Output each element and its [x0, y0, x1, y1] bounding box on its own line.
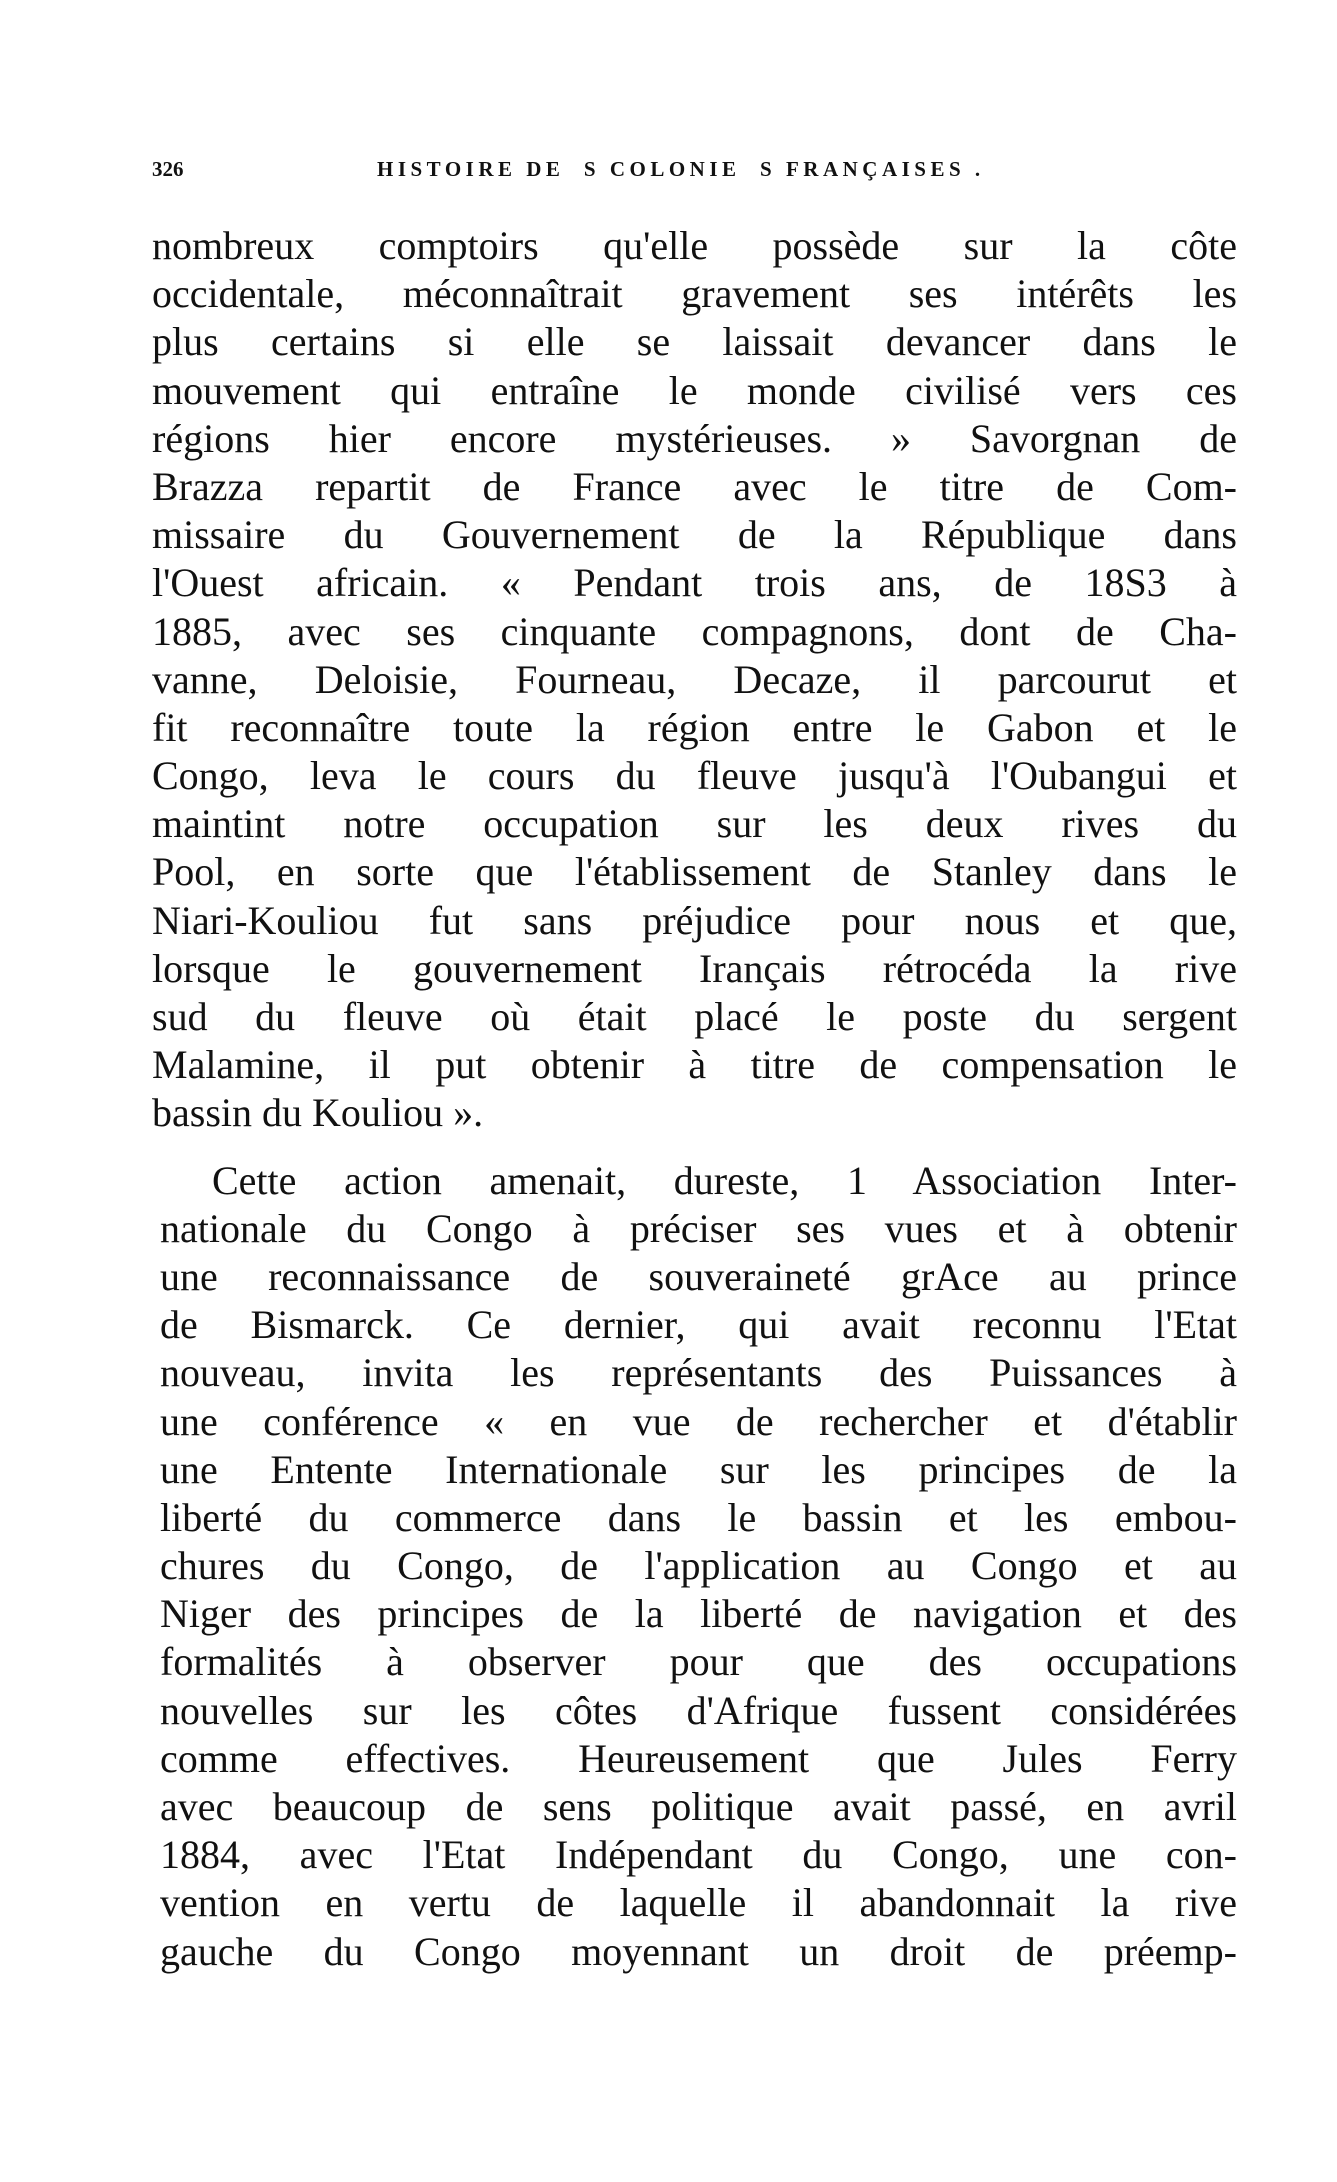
text-line: liberté du commerce dans le bassin et les embou-	[160, 1494, 1237, 1540]
text-line: une conférence « en vue de rechercher et d'établir	[160, 1398, 1237, 1444]
text-line: mouvement qui entraîne le monde civilisé vers ces	[152, 367, 1237, 413]
text-line: Niger des principes de la liberté de navigation et des	[160, 1591, 1237, 1637]
text-line: Cette action amenait, dureste, 1 Association Inter-	[212, 1157, 1237, 1203]
text-line: occidentale, méconnaîtrait gravement ses intérêts les	[152, 271, 1237, 317]
text-line: Pool, en sorte que l'établissement de Stanley dans le	[152, 849, 1237, 895]
text-line: lorsque le gouvernement Irançais rétrocéda la rive	[152, 945, 1237, 991]
text-line: Malamine, il put obtenir à titre de compensation le	[152, 1042, 1237, 1088]
paragraph-gap	[152, 1138, 1237, 1157]
page-number: 326	[152, 157, 184, 181]
text-line: vanne, Deloisie, Fourneau, Decaze, il parcourut et	[152, 656, 1237, 702]
text-line: missaire du Gouvernement de la République dans	[152, 512, 1237, 558]
text-line: sud du fleuve où était placé le poste du sergent	[152, 994, 1237, 1039]
text-line: l'Ouest africain. « Pendant trois ans, de 18S3 à	[152, 560, 1237, 606]
text-line: nouveau, invita les représentants des Puissances à	[160, 1350, 1237, 1396]
text-line: bassin du Kouliou ».	[152, 1090, 484, 1136]
text-line: Brazza repartit de France avec le titre de Com-	[152, 463, 1237, 509]
text-line: 1885, avec ses cinquante compagnons, dont de Cha-	[152, 608, 1237, 654]
paragraph-2	[152, 1157, 1237, 1976]
text-line: nationale du Congo à préciser ses vues et à obtenir	[160, 1205, 1237, 1251]
running-head	[152, 153, 1257, 193]
text-line: avec beaucoup de sens politique avait passé, en avril	[160, 1784, 1237, 1829]
text-line: chures du Congo, de l'application au Congo et au	[160, 1543, 1237, 1589]
text-line: 1884, avec l'Etat Indépendant du Congo, une con-	[160, 1832, 1237, 1878]
text-line: de Bismarck. Ce dernier, qui avait reconnu l'Etat	[160, 1302, 1237, 1348]
body-text	[152, 222, 1237, 1976]
text-line: nombreux comptoirs qu'elle possède sur la côte	[152, 223, 1237, 268]
text-line: Niari-Kouliou fut sans préjudice pour nous et que,	[152, 897, 1237, 943]
running-head-title: HISTOIRE DE S COLONIE S FRANÇAISES .	[377, 157, 985, 181]
text-line: nouvelles sur les côtes d'Afrique fussent considérées	[160, 1687, 1237, 1733]
text-line: plus certains si elle se laissait devancer dans le	[152, 319, 1237, 365]
text-line: formalités à observer pour que des occupations	[160, 1639, 1237, 1685]
text-line: maintint notre occupation sur les deux rives du	[152, 801, 1237, 847]
text-line: régions hier encore mystérieuses. » Savorgnan de	[152, 415, 1237, 461]
text-line: Congo, leva le cours du fleuve jusqu'à l'Oubangui et	[152, 753, 1237, 799]
text-line: fit reconnaître toute la région entre le Gabon et le	[152, 704, 1237, 750]
text-line: gauche du Congo moyennant un droit de préemp-	[160, 1928, 1237, 1974]
text-line: une Entente Internationale sur les principes de la	[160, 1446, 1237, 1492]
text-line: vention en vertu de laquelle il abandonnait la rive	[160, 1880, 1237, 1926]
paragraph-1	[152, 222, 1237, 1138]
text-line: une reconnaissance de souveraineté grAce au prince	[160, 1253, 1237, 1299]
text-line: comme effectives. Heureusement que Jules Ferry	[160, 1735, 1237, 1781]
